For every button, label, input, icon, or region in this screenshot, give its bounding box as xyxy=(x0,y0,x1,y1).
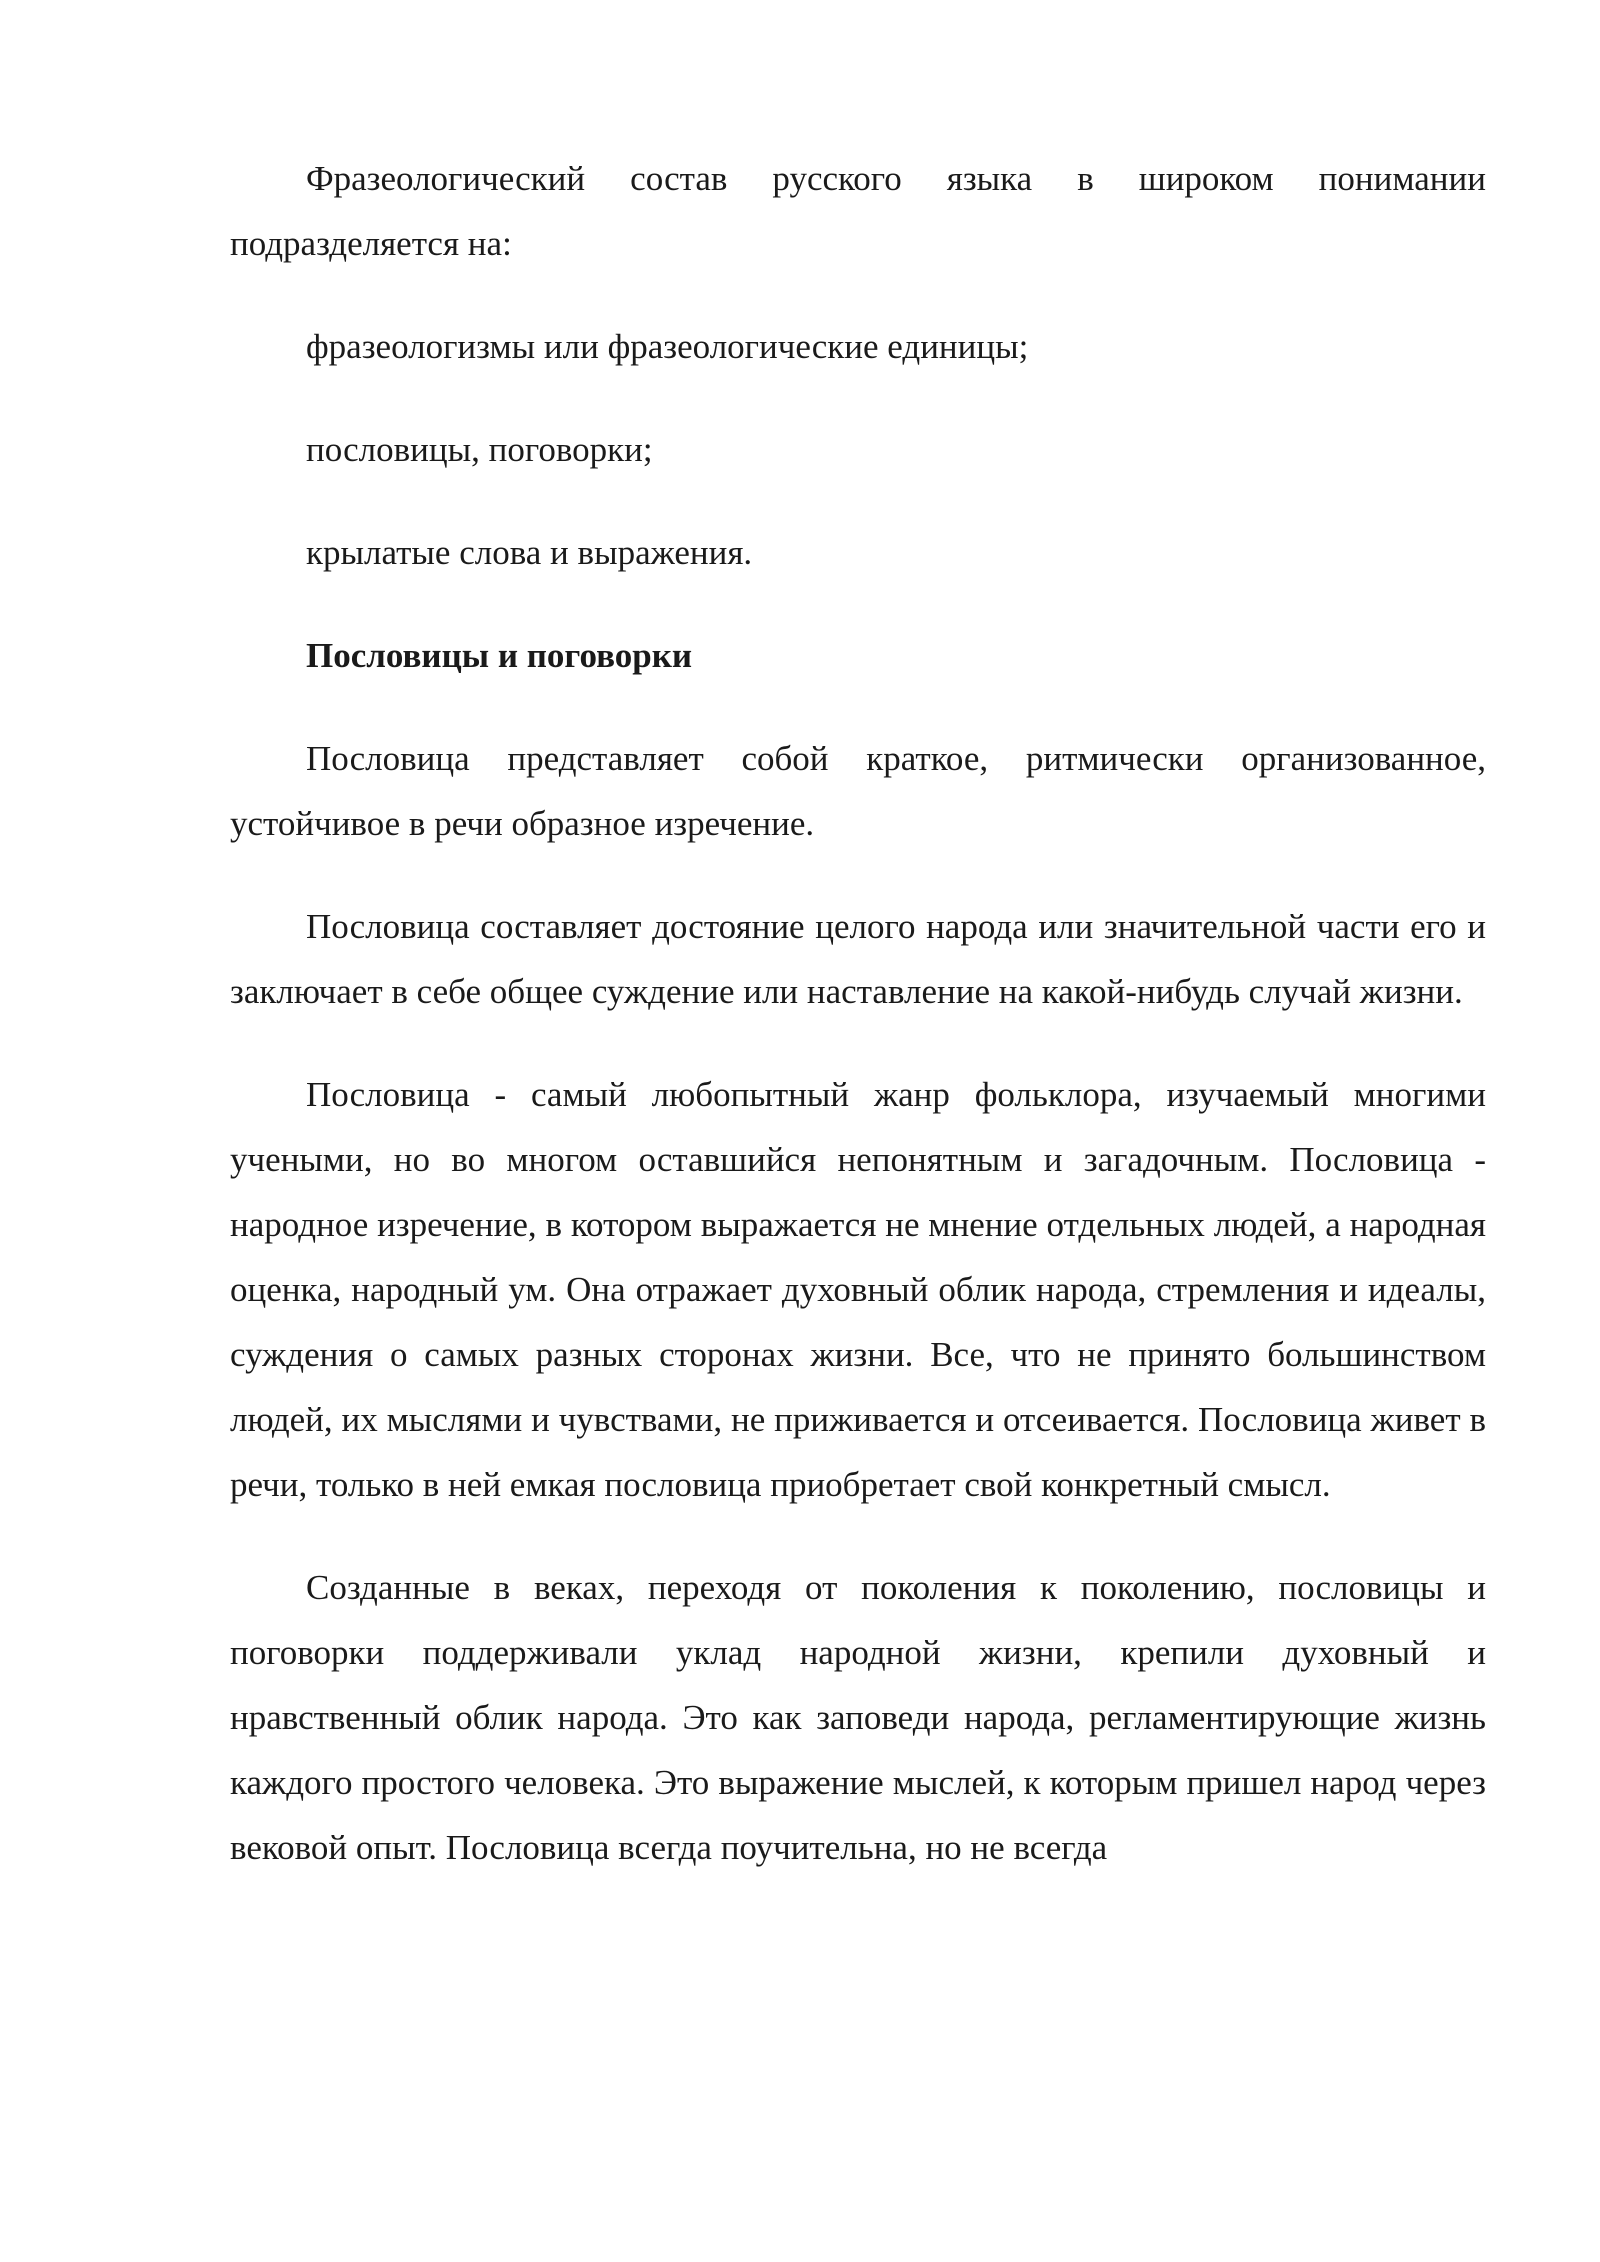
body-paragraph: Созданные в веках, переходя от поколения к поколению, пословицы и поговорки поддерживали уклад народной жизни, крепили духовный и нравственный облик народа. Это как заповеди народа, регламентирующие жизнь каждого простого человека. Это выражение мыслей, к которым пришел народ через вековой опыт. Пословица всегда поучительна, но не всегда xyxy=(230,1568,1486,1867)
paragraph-spacer xyxy=(230,585,1486,623)
paragraph-spacer xyxy=(230,1024,1486,1062)
body-paragraph: Пословица составляет достояние целого народа или значительной части его и заключает в себе общее суждение или наставление на какой-нибудь случай жизни. xyxy=(230,907,1486,1011)
intro-paragraph: Фразеологический состав русского языка в широком понимании подразделяется на: xyxy=(230,159,1486,263)
paragraph-spacer xyxy=(230,856,1486,894)
paragraph-spacer xyxy=(230,276,1486,314)
document-page xyxy=(230,146,1486,1880)
list-item: пословицы, поговорки; xyxy=(306,430,653,469)
paragraph-spacer xyxy=(230,1517,1486,1555)
paragraph-spacer xyxy=(230,482,1486,520)
list-item: фразеологизмы или фразеологические единицы; xyxy=(306,327,1029,366)
paragraph-spacer xyxy=(230,379,1486,417)
body-paragraph: Пословица представляет собой краткое, ритмически организованное, устойчивое в речи образное изречение. xyxy=(230,739,1486,843)
paragraph-spacer xyxy=(230,688,1486,726)
section-heading: Пословицы и поговорки xyxy=(306,636,693,675)
body-paragraph: Пословица - самый любопытный жанр фольклора, изучаемый многими учеными, но во многом оставшийся непонятным и загадочным. Пословица - народное изречение, в котором выражается не мнение отдельных людей, а народная оценка, народный ум. Она отражает духовный облик народа, стремления и идеалы, суждения о самых разных сторонах жизни. Все, что не принято большинством людей, их мыслями и чувствами, не приживается и отсеивается. Пословица живет в речи, только в ней емкая пословица приобретает свой конкретный смысл. xyxy=(230,1075,1486,1504)
list-item: крылатые слова и выражения. xyxy=(306,533,753,572)
